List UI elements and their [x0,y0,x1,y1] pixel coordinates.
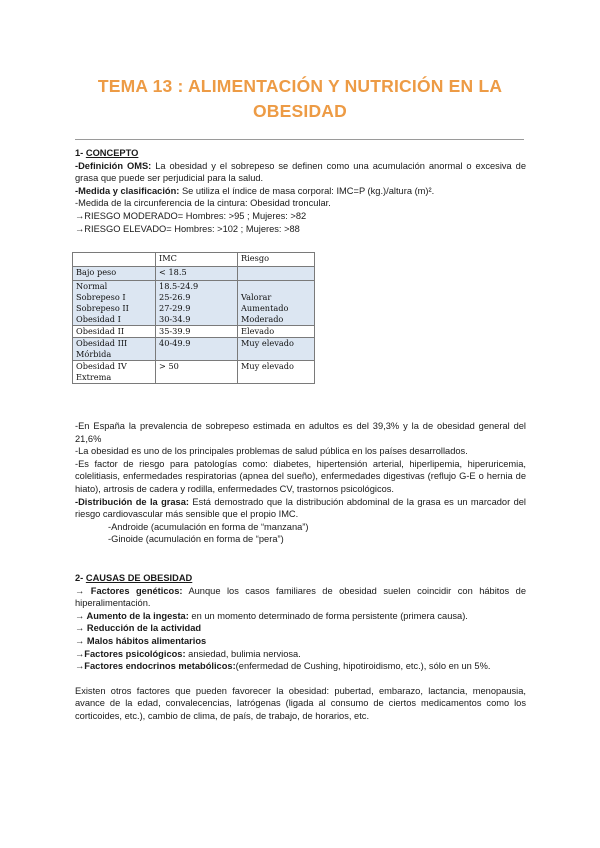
section-concepto [75,147,526,235]
cause-item: → Malos hábitos alimentarios [75,635,207,646]
table-cell [238,267,315,281]
section-heading-text: CONCEPTO [85,148,139,158]
moderate-risk-line: →RIESGO MODERADO= Hombres: >95 ; Mujeres: >82 [75,210,307,221]
imc-table [72,252,315,384]
risk-factor-paragraph: -Es factor de riesgo para patologías como: diabetes, hipertensión arterial, hiperlipemia, hiperuricemia, colelitiasis, enfermedades respiratorias (apnea del sueño), enfermedades digestivas (reflujo G-E o hernia de hiato), artrosis de cadera y rodilla, enfermedades CV, trastornos psicológicos. [75,458,526,494]
table-header-row [73,253,315,267]
section-concepto-continued [75,420,526,546]
table-header-cell: Riesgo [238,253,315,267]
table-cell: 40-49.9 [156,338,238,361]
section-heading-text: CAUSAS DE OBESIDAD [85,573,193,583]
android-type-line: -Androide (acumulación en forma de “manzana”) [108,521,309,532]
table-cell: Muy elevado [238,361,315,384]
cause-item: →Factores psicológicos: ansiedad, bulimia nerviosa. [75,648,301,659]
table-header-cell: IMC [156,253,238,267]
table-row [73,326,315,338]
public-health-paragraph: -La obesidad es uno de los principales problemas de salud pública en los países desarrollados. [75,446,468,457]
cause-item: → Reducción de la actividad [75,623,202,634]
section-heading: 1- CONCEPTO [75,148,139,158]
prevalence-paragraph: -En España la prevalencia de sobrepeso estimada en adultos es del 39,3% y la de obesidad general del 21,6% [75,421,526,444]
high-risk-line: →RIESGO ELEVADO= Hombres: >102 ; Mujeres: >88 [75,223,300,234]
cause-item: →Factores endocrinos metabólicos:(enfermedad de Cushing, hipotiroidismo, etc.), sólo en un 5%. [75,661,491,672]
table-cell: > 50 [156,361,238,384]
table-row-group [73,281,315,326]
table-header-cell [73,253,156,267]
title-line-1: TEMA 13 : ALIMENTACIÓN Y NUTRICIÓN EN LA [97,76,503,96]
cause-item: → Factores genéticos: Aunque los casos familiares de obesidad suelen coincidir con hábitos de hiperalimentación. [75,585,526,609]
page-title [0,74,600,124]
table-row [73,361,315,384]
table-cell: 18.5-24.9 25-26.9 27-29.9 30-34.9 [156,281,238,326]
section-causas [75,572,526,723]
measure-paragraph: -Medida y clasificación: Se utiliza el índice de masa corporal: IMC=P (kg.)/altura (m)². [75,185,435,196]
table-cell: Obesidad III Mórbida [73,338,156,361]
table-cell: Normal Sobrepeso I Sobrepeso II Obesidad I [73,281,156,326]
other-factors-paragraph: Existen otros factores que pueden favorecer la obesidad: pubertad, embarazo, lactancia, menopausia, avance de la edad, convalecencias, Iatrógenas (ligada al consumo de ciertos medicamentos como los corticoides, etc.), cambio de clima, de país, de trabajo, de horarios, etc. [75,685,526,721]
table-cell: 35-39.9 [156,326,238,338]
table-row [73,267,315,281]
table-cell: Obesidad IV Extrema [73,361,156,384]
title-line-2: OBESIDAD [253,101,347,121]
definition-paragraph: -Definición OMS: La obesidad y el sobrepeso se definen como una acumulación anormal o excesiva de grasa que puede ser perjudicial para la salud. [75,160,526,184]
table-cell: Muy elevado [238,338,315,361]
waist-paragraph: -Medida de la circunferencia de la cintura: Obesidad troncular. [75,198,331,209]
fat-distribution-paragraph: -Distribución de la grasa: Está demostrado que la distribución abdominal de la grasa es un marcador del riesgo cardiovascular más sensible que el propio IMC. [75,496,526,520]
section-heading: 2- CAUSAS DE OBESIDAD [75,573,193,583]
table-cell: Bajo peso [73,267,156,281]
table-cell: Obesidad II [73,326,156,338]
table-cell: Valorar Aumentado Moderado [238,281,315,326]
gynoid-type-line: -Ginoide (acumulación en forma de “pera”) [108,534,284,545]
table-cell: Elevado [238,326,315,338]
title-divider [75,139,524,140]
table-cell: < 18.5 [156,267,238,281]
table-row [73,338,315,361]
cause-item: → Aumento de la ingesta: en un momento determinado de forma persistente (primera causa). [75,610,468,621]
